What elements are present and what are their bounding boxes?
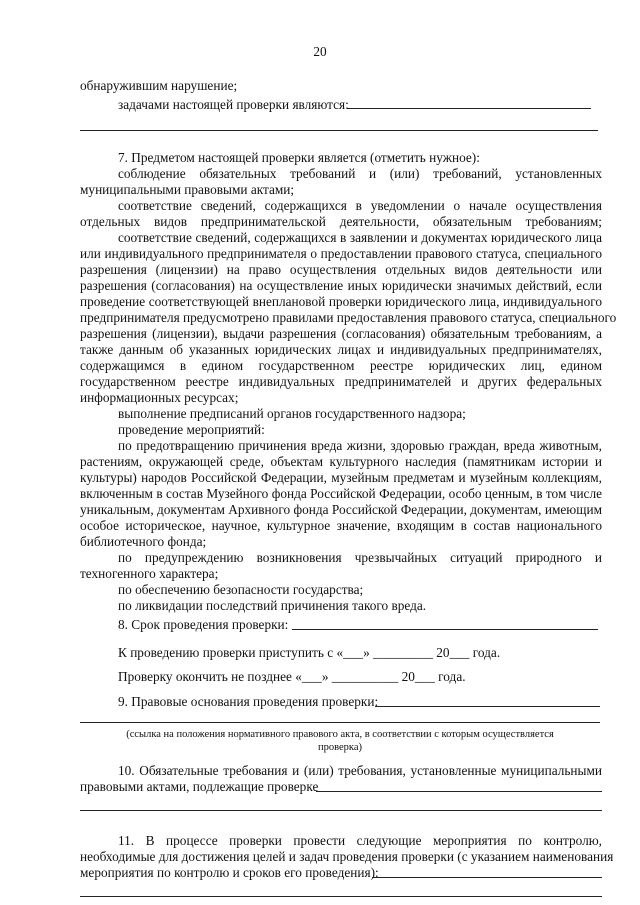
text-line-21: по предотвращению причинения вреда жизни, здоровью граждан, вреда животным,: [118, 438, 602, 453]
end-date-line: Проверку окончить не позднее «___» __________ 20___ года.: [118, 669, 466, 684]
blank-activities-2[interactable]: [80, 896, 602, 897]
blank-legal-basis-2[interactable]: [80, 722, 600, 723]
text-line-26: особое историческое, научное, культурное значение, входящим в состав национального: [80, 518, 602, 533]
text-line-28: по предупреждению возникновения чрезвычайных ситуаций природного и: [118, 550, 602, 565]
page-number: 20: [313, 44, 327, 59]
text-line-11: разрешения (согласования) на осуществление иных юридически значимых действий, если: [80, 278, 602, 293]
text-line-30: по обеспечению безопасности государства;: [118, 582, 364, 597]
text-line-4: соблюдение обязательных требований и (или) требований, установленных: [118, 166, 602, 181]
text-line-8: соответствие сведений, содержащихся в заявлении и документах юридического лица: [118, 230, 602, 245]
text-line-6: соответствие сведений, содержащихся в уведомлении о начале осуществления: [118, 198, 602, 213]
text-line-7: отдельных видов предпринимательской деятельности, обязательным требованиям;: [80, 214, 602, 229]
text-line-12: проведение соответствующей внеплановой проверки юридического лица, индивидуального: [80, 294, 602, 309]
text-line-16: содержащимся в едином государственном реестре юридических лиц, едином: [80, 358, 602, 373]
text-line-22: растениям, окружающей среде, объектам культурного наследия (памятникам истории и: [80, 454, 602, 469]
text-line-42: мероприятия по контролю и сроков его проведения):: [80, 865, 379, 880]
section-11-heading: 11. В процессе проверки провести следующие мероприятия по контролю,: [118, 833, 602, 848]
blank-activities-1[interactable]: [372, 877, 602, 878]
text-line-27: библиотечного фонда;: [80, 534, 207, 549]
text-line-17: государственном реестре индивидуальных предпринимателей и других федеральных: [80, 374, 602, 389]
section-10-heading: 10. Обязательные требования и (или) требования, установленные муниципальными: [118, 763, 602, 778]
text-line-15: также данным об указанных юридических лицах и индивидуальных предпринимателях,: [80, 342, 602, 357]
text-line-2: задачами настоящей проверки являются:: [118, 97, 349, 112]
text-line-14: разрешения (лицензии), выдачи разрешения (согласования) обязательным требованиям, а: [80, 326, 602, 341]
blank-requirements-1[interactable]: [316, 791, 602, 792]
text-line-24: включенным в состав Музейного фонда Российской Федерации, особо ценным, в том числе: [80, 486, 602, 501]
legal-basis-note-2: проверка): [317, 742, 363, 753]
blank-tasks-2[interactable]: [80, 130, 598, 131]
text-line-41: необходимые для достижения целей и задач проведения проверки (с указанием наименования: [80, 849, 614, 864]
text-line-18: информационных ресурсах;: [80, 390, 239, 405]
text-line-31: по ликвидации последствий причинения такого вреда.: [118, 598, 427, 613]
section-7-heading: 7. Предметом настоящей проверки является (отметить нужное):: [118, 150, 480, 165]
text-line-9: или индивидуального предпринимателя о предоставлении правового статуса, специального: [80, 246, 602, 261]
text-line-25: уникальным, документам Архивного фонда Российской Федерации, документам, имеющим: [80, 502, 602, 517]
text-line-19: выполнение предписаний органов государственного надзора;: [118, 406, 466, 421]
text-line-39: правовыми актами, подлежащие проверке: [80, 779, 319, 794]
text-line-29: техногенного характера;: [80, 566, 219, 581]
section-9-heading: 9. Правовые основания проведения проверки:: [118, 694, 379, 709]
text-line-10: разрешения (лицензии) на право осуществления отдельных видов деятельности или: [80, 262, 602, 277]
section-8-heading: 8. Срок проведения проверки:: [118, 617, 289, 632]
blank-requirements-2[interactable]: [80, 810, 602, 811]
text-line-23: культуры) народов Российской Федерации, музейным предметам и музейным коллекциям,: [80, 470, 602, 485]
blank-legal-basis-1[interactable]: [375, 706, 600, 707]
blank-tasks-1[interactable]: [347, 108, 591, 109]
start-date-line: К проведению проверки приступить с «___» _________ 20___ года.: [118, 645, 501, 660]
text-line-5: муниципальными правовыми актами;: [80, 182, 295, 197]
blank-period[interactable]: [292, 629, 598, 630]
text-line-1: обнаружившим нарушение;: [80, 78, 238, 93]
legal-basis-note-1: (ссылка на положения нормативного правового акта, в соответствии с которым осуществляется: [126, 729, 554, 740]
text-line-20: проведение мероприятий:: [118, 422, 265, 437]
text-line-13: предпринимателя предусмотрено правилами предоставления правового статуса, специального: [80, 310, 617, 325]
